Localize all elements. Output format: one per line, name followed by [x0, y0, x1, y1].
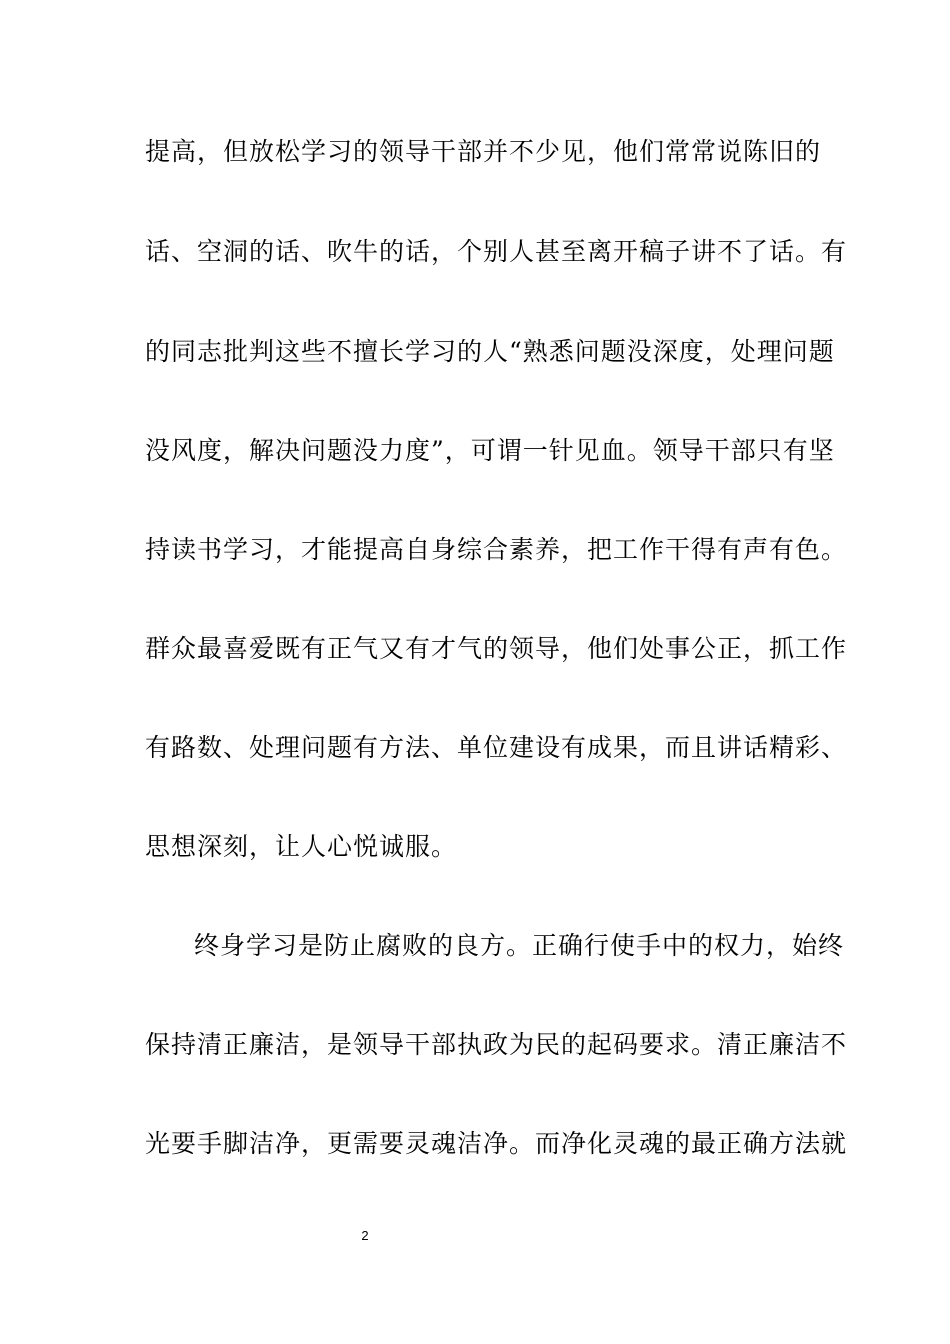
text-line-5: 持读书学习，才能提高自身综合素养，把工作干得有声有色。 [145, 535, 848, 564]
text-line-10: 保持清正廉洁，是领导干部执政为民的起码要求。清正廉洁不 [145, 1030, 848, 1059]
text-line-3: 的同志批判这些不擅长学习的人“熟悉问题没深度，处理问题 [145, 337, 835, 366]
text-line-8: 思想深刻，让人心悦诚服。 [145, 832, 458, 861]
text-line-7: 有路数、处理问题有方法、单位建设有成果，而且讲话精彩、 [145, 733, 848, 762]
page-number: 2 [361, 1228, 369, 1243]
text-line-11: 光要手脚洁净，更需要灵魂洁净。而净化灵魂的最正确方法就 [145, 1129, 848, 1158]
paragraph-start-line: 终身学习是防止腐败的良方。正确行使手中的权力，始终 [194, 931, 845, 960]
text-line-1: 提高，但放松学习的领导干部并不少见，他们常常说陈旧的 [145, 137, 822, 166]
text-line-4: 没风度，解决问题没力度”，可谓一针见血。领导干部只有坚 [145, 436, 835, 465]
text-line-2: 话、空洞的话、吹牛的话，个别人甚至离开稿子讲不了话。有 [145, 237, 848, 266]
text-line-6: 群众最喜爱既有正气又有才气的领导，他们处事公正，抓工作 [145, 634, 848, 663]
